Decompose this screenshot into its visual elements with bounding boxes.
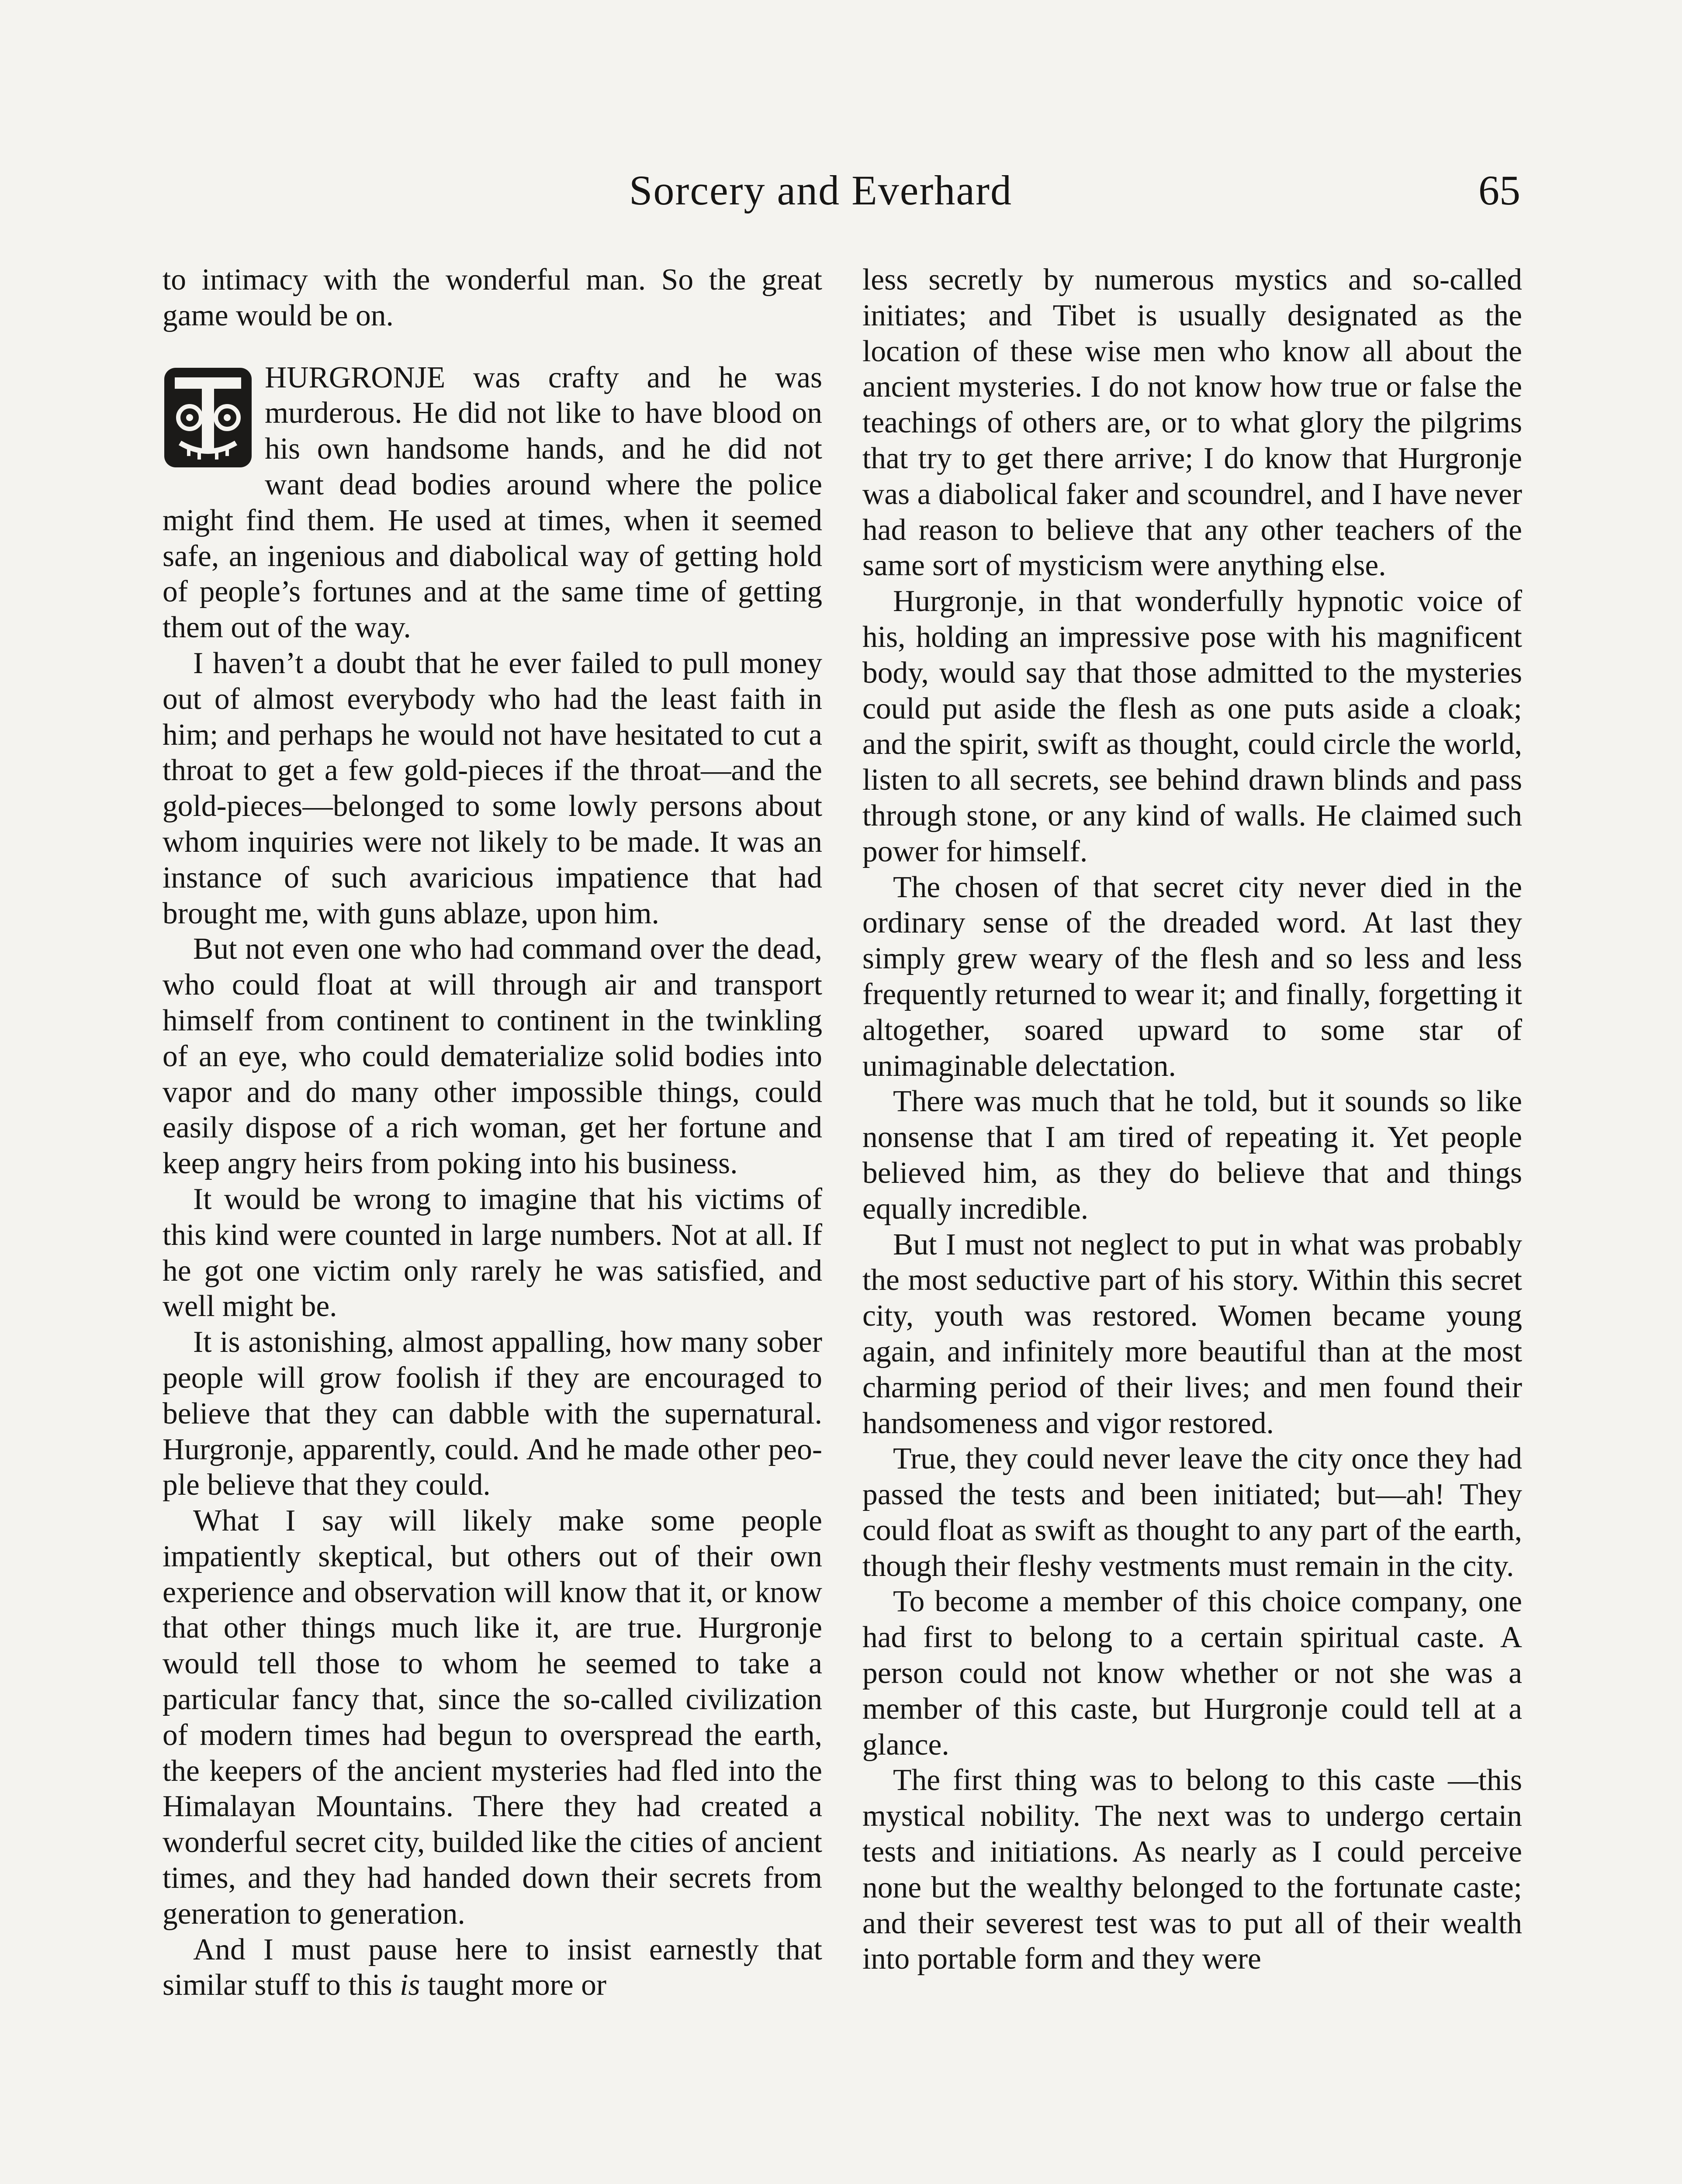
right-column <box>862 262 1522 1977</box>
paragraph-text: HURGRONJE was crafty and he was murderous. He did not like to have blood on his own handsome hands, and he did not want dead bodies around where the police might find them. He used at times, when it seemed safe, an ingenious and diabolical way of getting hold of people’s fortunes and at the same time of getting them out of the way. <box>163 360 822 645</box>
running-title: Sorcery and Everhard <box>629 167 1012 214</box>
paragraph: to intimacy with the wonderful man. So the great game would be on. <box>163 263 822 332</box>
paragraph: I haven’t a doubt that he ever failed to pull money out of almost everybody who had the least faith in him; and perhaps he would not have hesitated to cut a throat to get a few gold-pieces if the throat—and the gold-pieces—belonged to some lowly persons about whom inquiries were not likely to be made. It was an instance of such avaricious impatience that had brought me, with guns ablaze, upon him. <box>163 646 822 930</box>
paragraph-text: And I must pause here to insist earnestly that similar stuff to this <box>163 1932 822 2002</box>
paragraph: It would be wrong to imagine that his victims of this kind were counted in large numbers. Not at all. If he got one victim only rarely he was satisfied, and well might be. <box>163 1182 822 1324</box>
paragraph: But I must not neglect to put in what was probably the most seductive part of his story. Within this secret city, youth was restored. Women became young again, and infinitely more beautiful than at the most charming period of their lives; and men found their handsomeness and vigor restored. <box>862 1227 1522 1440</box>
paragraph: less secretly by numerous mystics and so-called initiates; and Tibet is usually designated as the location of these wise men who know all about the ancient mysteries. I do not know how true or false the teachings of others are, or to what glory the pilgrims that try to get there arrive; I do know that Hurgronje was a diabolical faker and scoundrel, and I have never had reason to believe that any other teachers of the same sort of mysticism were anything else. <box>862 263 1522 583</box>
page-number: 65 <box>1478 167 1520 214</box>
paragraph: Hurgronje, in that wonderfully hypnotic voice of his, holding an impressive pose with his magnificent body, would say that those admitted to the mysteries could put aside the flesh as one puts aside a cloak; and the spirit, swift as thought, could circle the world, listen to all secrets, see behind drawn blinds and pass through stone, or any kind of walls. He claimed such power for himself. <box>862 584 1522 868</box>
paragraph: There was much that he told, but it sounds so like nonsense that I am tired of repeating it. Yet people believed him, as they do believe that and things equally incredible. <box>862 1085 1522 1226</box>
paragraph: What I say will likely make some people impatiently skeptical, but others out of their own experience and observation will know that it, or know that other things much like it, are true. Hurgronje would tell those to whom he seemed to take a particular fancy that, since the so-called civilization of modern times had begun to overspread the earth, the keepers of the ancient mysteries had fled into the Himalayan Mountains. There they had created a wonderful secret city, builded like the cities of ancient times, and they had handed down their secrets from generation to generation. <box>163 1504 822 1931</box>
paragraph: The first thing was to belong to this caste —this mystical nobility. The next was to undergo certain tests and initiations. As nearly as I could perceive none but the wealthy belonged to the fortunate caste; and their severest test was to put all of their wealth into portable form and they were <box>862 1763 1522 1976</box>
ornamental-initial-t-icon <box>163 366 253 469</box>
paragraph: It is astonishing, almost appalling, how many sober people will grow foolish if they are encouraged to believe that they can dabble with the supernatural. Hurgronje, apparently, could. And he made other people believe that they could. <box>163 1325 822 1502</box>
paragraph: But not even one who had command over the dead, who could float at will through air and transport himself from continent to continent in the twinkling of an eye, who could dematerialize solid bodies into vapor and do many other impossible things, could easily dispose of a rich woman, get her fortune and keep angry heirs from poking into his business. <box>163 932 822 1181</box>
paragraph: True, they could never leave the city once they had passed the tests and been initiated; but—ah! They could float as swift as thought to any part of the earth, though their fleshy vestments must remain in the city. <box>862 1442 1522 1583</box>
paragraph <box>163 1932 822 2004</box>
paragraph: To become a member of this choice company, one had first to belong to a certain spiritual caste. A person could not know whether or not she was a member of this caste, but Hurgronje could tell at a glance. <box>862 1585 1522 1762</box>
left-column <box>163 262 822 2003</box>
running-head <box>0 166 1682 232</box>
paragraph-text: taught more or <box>420 1968 607 2002</box>
paragraph-with-initial <box>163 360 822 646</box>
paragraph: The chosen of that secret city never died in the ordinary sense of the dreaded word. At last they simply grew weary of the flesh and so less and less frequently returned to wear it; and finally, forgetting it altogether, soared upward to some star of unimaginable delectation. <box>862 870 1522 1083</box>
emphasis: is <box>400 1968 420 2002</box>
